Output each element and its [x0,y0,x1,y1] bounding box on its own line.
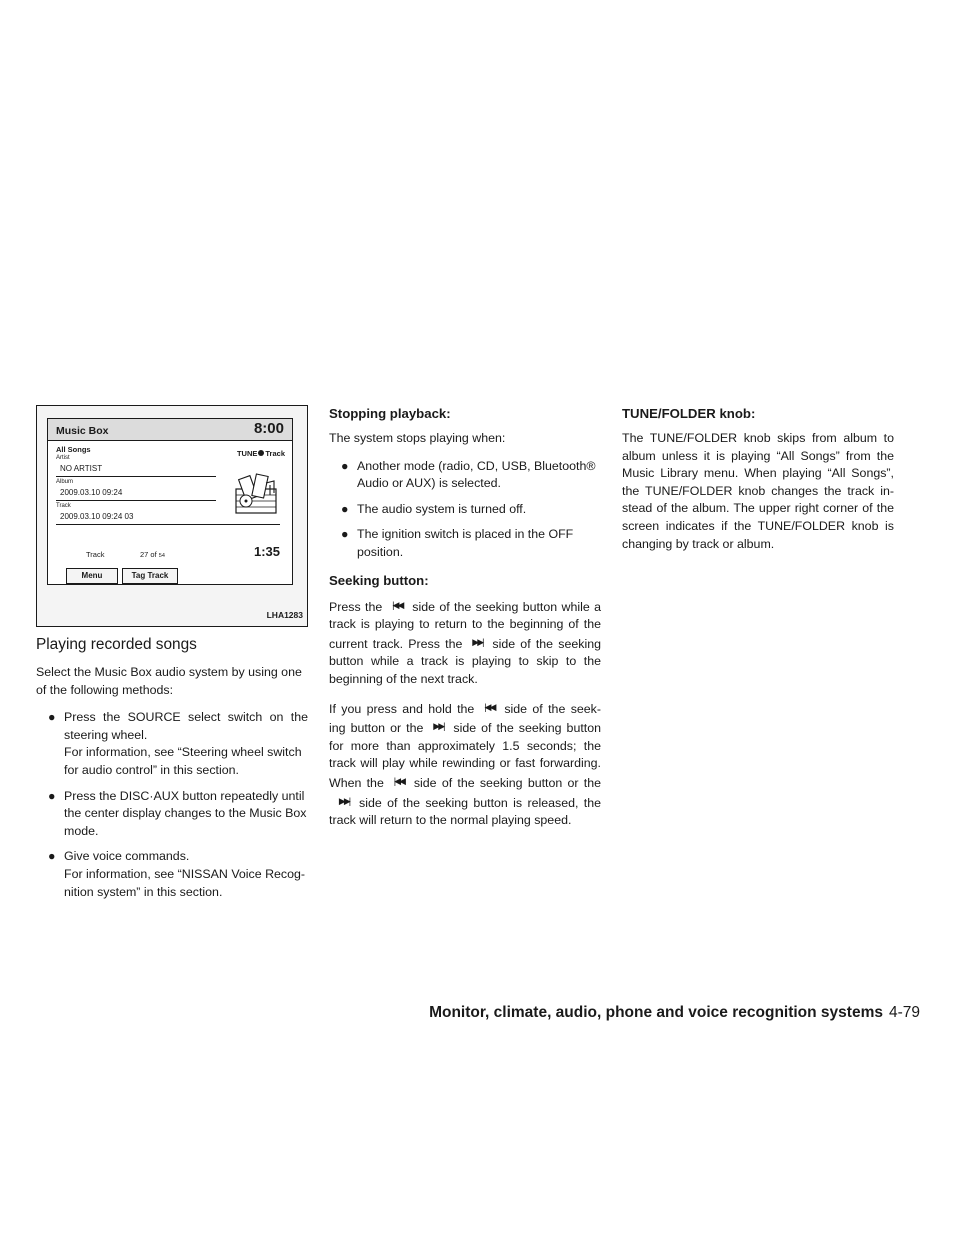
column-2 [329,405,601,840]
column-3 [622,405,894,563]
tune-folder-paragraph: The TUNE/FOLDER knob skips from album to album unless it is playing “All Songs” from the Music Library menu. When playing “All Songs”, the TUNE/FOLDER knob changes the track in-stead of the album. The upper right corner of the screen indicates if the TUNE/FOLDER knob is changing by track or album. [622,431,894,551]
intro-paragraph: Select the Music Box audio system by using one of the following methods: [36,665,302,697]
track-value: 2009.03.10 09:24 03 [60,512,134,521]
stopping-heading: Stopping playback: [329,406,451,421]
seeking-heading: Seeking button: [329,572,429,588]
previous-track-icon: |◀◀ [392,599,403,610]
bullet-icon: ● [48,849,56,864]
column-1 [36,405,308,911]
artist-divider [56,476,216,477]
artist-value: NO ARTIST [60,464,103,473]
previous-track-icon: |◀◀ [484,701,495,712]
list-item: ● Give voice commands. For information, see “NISSAN Voice Recog-nition system” in this section. [36,848,308,901]
bullet-icon: ● [341,501,349,516]
album-label: Album [56,479,74,485]
music-box-figure [36,405,308,627]
tune-knob-icon [258,450,264,456]
section-title: Playing recorded songs [36,636,197,653]
artist-label: Artist [56,455,70,461]
list-item: ● Press the SOURCE select switch on the steering wheel. For information, see “Steering wheel switch for audio control” in this section. [36,709,308,779]
bullet-icon: ● [48,710,56,725]
album-value: 2009.03.10 09:24 [60,488,123,497]
note-text: For information, see “NISSAN Voice Recog-nition system” in this section. [64,866,306,899]
screen-title: Music Box [56,425,109,437]
tune-folder-heading: TUNE/FOLDER knob: [622,406,756,421]
music-box-screen [47,418,293,585]
screen-header [48,419,292,441]
footer-title: Monitor, climate, audio, phone and voice recognition systems [429,1004,883,1021]
screen-clock: 8:00 [253,420,284,437]
bullet-icon: ● [48,788,56,803]
track-counter-value: 27 of 54 [140,550,165,559]
page-footer [429,1004,920,1022]
figure-code: LHA1283 [266,610,303,621]
stopping-intro: The system stops playing when: [329,431,506,445]
all-songs-label: All Songs [56,445,91,454]
tune-indicator: TUNE Track [236,449,285,458]
next-track-icon: ▶▶| [472,636,483,647]
track-counter-label: Track [86,550,105,559]
page-number: 4-79 [888,1004,920,1021]
list-item: ● The ignition switch is placed in the OFF position. [341,527,574,559]
seeking-paragraph-2: If you press and hold the |◀◀ side of the seek-ing button or the ▶▶| side of the seeking button for more than approximately 1.5 seconds; the track will play while rewinding or fast forwarding. When the |◀◀ side of the seeking button or the▶▶| side of the seeking button is released, the track will return to the normal playing speed. [329,699,601,830]
note-text: For information, see “Steering wheel switch for audio control” in this section. [64,745,302,777]
list-item: ● Press the DISC·AUX button repeatedly until the center display changes to the Music Box mode. [48,788,307,838]
seeking-paragraph-1: Press the |◀◀ side of the seeking button while a track is playing to return to the beginning of the current track. Press the ▶▶| side of the seeking button while a track is playing to skip to the beginning of the next track. [329,597,601,689]
album-divider [56,500,216,501]
track-divider [56,524,280,525]
next-track-icon: ▶▶| [433,721,444,732]
music-box-icon [222,471,288,519]
bullet-icon: ● [341,527,349,542]
next-track-icon: ▶▶| [338,795,350,806]
previous-track-icon: |◀◀ [393,775,404,786]
elapsed-time: 1:35 [253,544,280,559]
tag-track-button[interactable]: Tag Track [122,568,178,584]
bullet-icon: ● [341,458,349,473]
methods-list [36,709,308,901]
menu-button[interactable]: Menu [66,568,118,584]
list-item: ● The audio system is turned off. [329,501,601,519]
track-label: Track [56,503,71,509]
stop-conditions-list [329,458,601,562]
list-item: ● Another mode (radio, CD, USB, Bluetooth® Audio or AUX) is selected. [341,458,596,491]
